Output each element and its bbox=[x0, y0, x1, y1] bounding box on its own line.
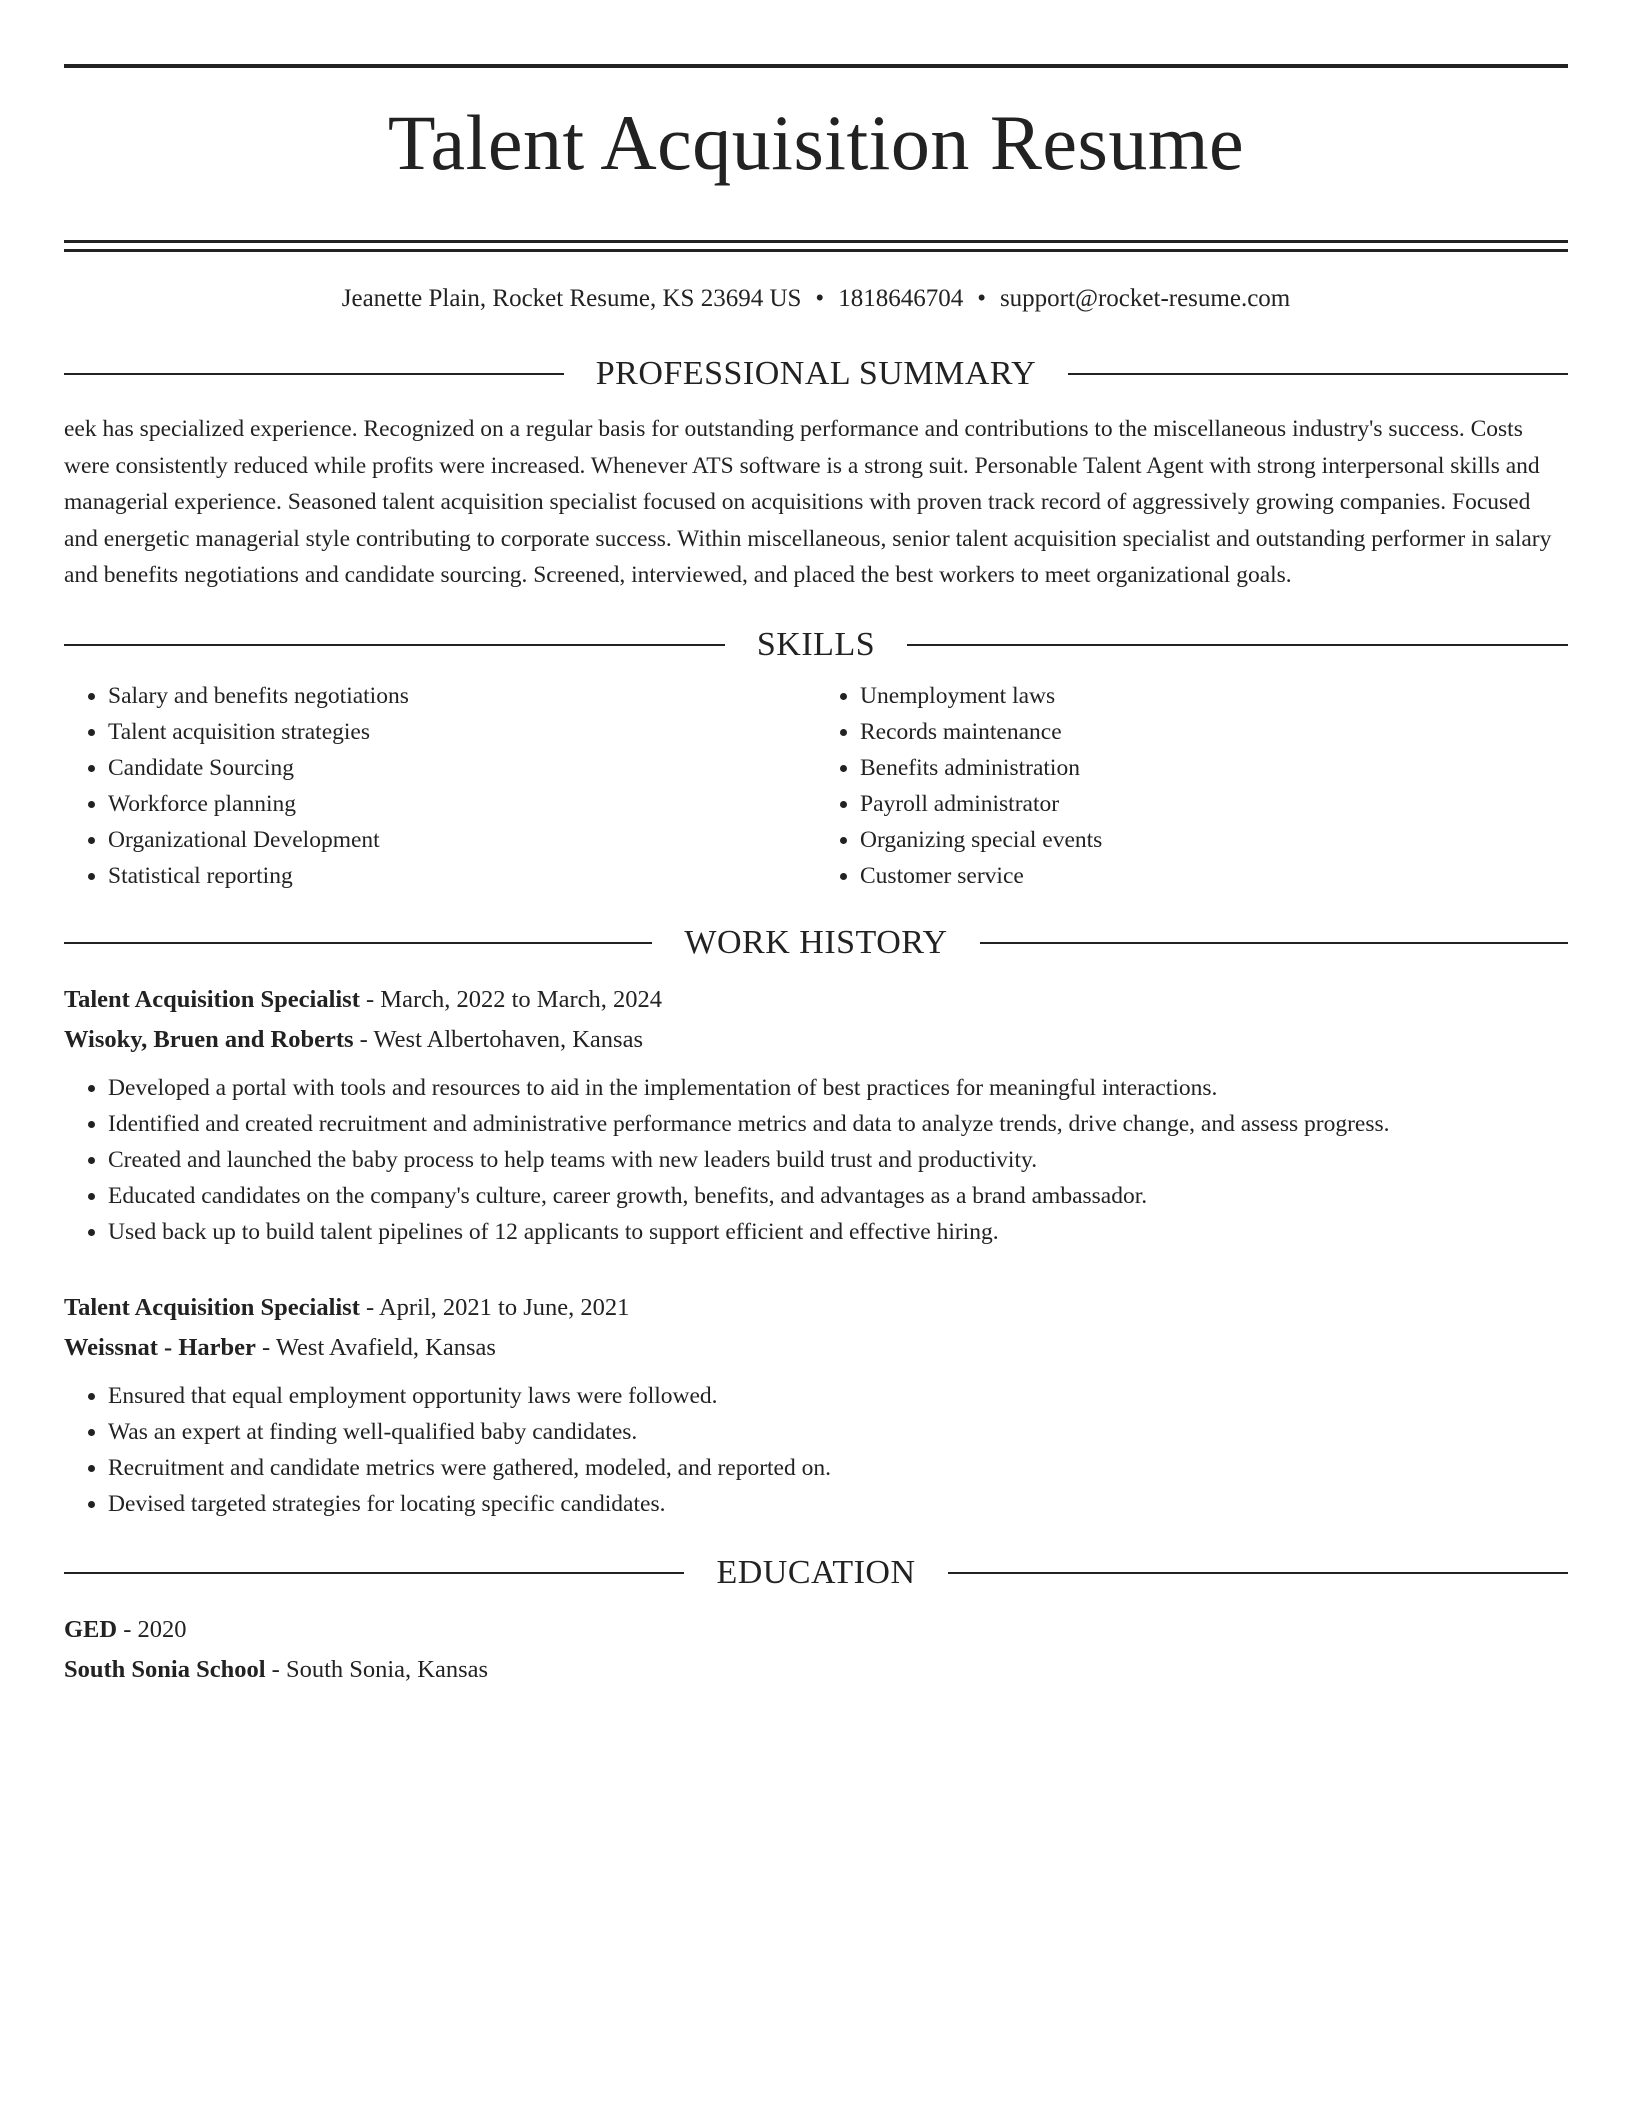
education-heading-label: EDUCATION bbox=[716, 1553, 916, 1591]
job-bullet: • Educated candidates on the company's culture, career growth, benefits, and advantages as a brand ambassador. bbox=[108, 1178, 1568, 1214]
job-entry bbox=[64, 980, 1568, 1250]
education-heading bbox=[64, 1553, 1568, 1591]
skills-heading bbox=[64, 625, 1568, 663]
job-bullet: • Was an expert at finding well-qualified baby candidates. bbox=[108, 1414, 1568, 1450]
job-bullet: • Devised targeted strategies for locating specific candidates. bbox=[108, 1486, 1568, 1522]
job-bullet: • Ensured that equal employment opportunity laws were followed. bbox=[108, 1378, 1568, 1414]
job-bullet: • Used back up to build talent pipelines of 12 applicants to support efficient and effective hiring. bbox=[108, 1214, 1568, 1250]
education-location: - South Sonia, Kansas bbox=[265, 1655, 489, 1683]
contact-address: Jeanette Plain, Rocket Resume, KS 23694 US bbox=[341, 285, 802, 312]
job-title: Talent Acquisition Specialist bbox=[64, 1293, 360, 1321]
job-dates: - April, 2021 to June, 2021 bbox=[359, 1293, 630, 1321]
heading-rule bbox=[948, 1572, 1568, 1574]
job-bullet: • Created and launched the baby process to help teams with new leaders build trust and productivity. bbox=[108, 1142, 1568, 1178]
contact-line bbox=[64, 286, 1568, 311]
summary-heading bbox=[64, 357, 1568, 391]
job-bullet: • Developed a portal with tools and resources to aid in the implementation of best practices for meaningful interactions. bbox=[108, 1070, 1568, 1106]
job-company: Weissnat - Harber bbox=[64, 1333, 256, 1361]
education-entry bbox=[64, 1610, 1568, 1690]
job-location: - West Albertohaven, Kansas bbox=[353, 1025, 643, 1053]
heading-rule bbox=[64, 373, 564, 375]
summary-text: eek has specialized experience. Recognized on a regular basis for outstanding performance and contributions to the miscellaneous industry's success. Costs were consistently reduced while profits were increased. Whenever ATS software is a strong suit. Personable Talent Agent with strong interpersonal skills and managerial experience. Seasoned talent acquisition specialist focused on acquisitions with proven track record of aggressively growing companies. Focused and energetic managerial style contributing to corporate success. Within miscellaneous, senior talent acquisition specialist and outstanding performer in salary and benefits negotiations and candidate sourcing. Screened, interviewed, and placed the best workers to meet organizational goals. bbox=[64, 416, 1552, 588]
education-school-line bbox=[64, 1650, 1568, 1690]
contact-separator: • bbox=[815, 285, 825, 312]
job-bullets bbox=[64, 1070, 1568, 1250]
skill-item: • Salary and benefits negotiations bbox=[108, 678, 816, 714]
skill-item: • Organizing special events bbox=[860, 822, 1568, 858]
skill-item: • Candidate Sourcing bbox=[108, 750, 816, 786]
skill-item: • Unemployment laws bbox=[860, 678, 1568, 714]
contact-separator: • bbox=[977, 285, 986, 312]
skill-item: • Benefits administration bbox=[860, 750, 1568, 786]
heading-rule bbox=[64, 1572, 684, 1574]
education-degree: GED bbox=[64, 1615, 118, 1643]
heading-rule bbox=[64, 644, 725, 646]
skills-list bbox=[64, 678, 1568, 894]
work-heading-label: WORK HISTORY bbox=[684, 923, 948, 961]
job-company-line bbox=[64, 1328, 1568, 1368]
skill-item: • Organizational Development bbox=[108, 822, 816, 858]
top-rule bbox=[64, 64, 1568, 68]
job-company: Wisoky, Bruen and Roberts bbox=[64, 1025, 354, 1053]
contact-phone: 1818646704 bbox=[838, 285, 964, 312]
skills-column-right bbox=[816, 678, 1568, 894]
skills-heading-label: SKILLS bbox=[756, 625, 876, 663]
skill-item: • Statistical reporting bbox=[108, 858, 816, 894]
job-bullet: • Recruitment and candidate metrics were gathered, modeled, and reported on. bbox=[108, 1450, 1568, 1486]
skills-column-left bbox=[64, 678, 816, 894]
heading-rule bbox=[64, 942, 652, 944]
heading-rule bbox=[1068, 373, 1568, 375]
job-company-line bbox=[64, 1020, 1568, 1060]
heading-rule bbox=[980, 942, 1568, 944]
skill-item: • Records maintenance bbox=[860, 714, 1568, 750]
education-year: - 2020 bbox=[117, 1615, 187, 1643]
title-double-rule bbox=[64, 240, 1568, 252]
resume-page bbox=[64, 64, 1568, 1690]
skill-item: • Payroll administrator bbox=[860, 786, 1568, 822]
skill-item: • Talent acquisition strategies bbox=[108, 714, 816, 750]
education-school: South Sonia School bbox=[64, 1655, 266, 1683]
job-title: Talent Acquisition Specialist bbox=[64, 985, 360, 1013]
job-dates: - March, 2022 to March, 2024 bbox=[359, 985, 662, 1013]
job-bullet: • Identified and created recruitment and administrative performance metrics and data to analyze trends, drive change, and assess progress. bbox=[108, 1106, 1568, 1142]
summary-heading-label: PROFESSIONAL SUMMARY bbox=[595, 355, 1037, 392]
contact-email: support@rocket-resume.com bbox=[999, 285, 1291, 312]
education-degree-line bbox=[64, 1610, 1568, 1650]
job-title-line bbox=[64, 980, 1568, 1020]
job-entry bbox=[64, 1288, 1568, 1522]
page-title: Talent Acquisition Resume bbox=[387, 99, 1245, 186]
job-bullets bbox=[64, 1378, 1568, 1522]
skill-item: • Workforce planning bbox=[108, 786, 816, 822]
job-location: - West Avafield, Kansas bbox=[255, 1333, 496, 1361]
job-title-line bbox=[64, 1288, 1568, 1328]
work-heading bbox=[64, 923, 1568, 961]
heading-rule bbox=[907, 644, 1568, 646]
skill-item: • Customer service bbox=[860, 858, 1568, 894]
